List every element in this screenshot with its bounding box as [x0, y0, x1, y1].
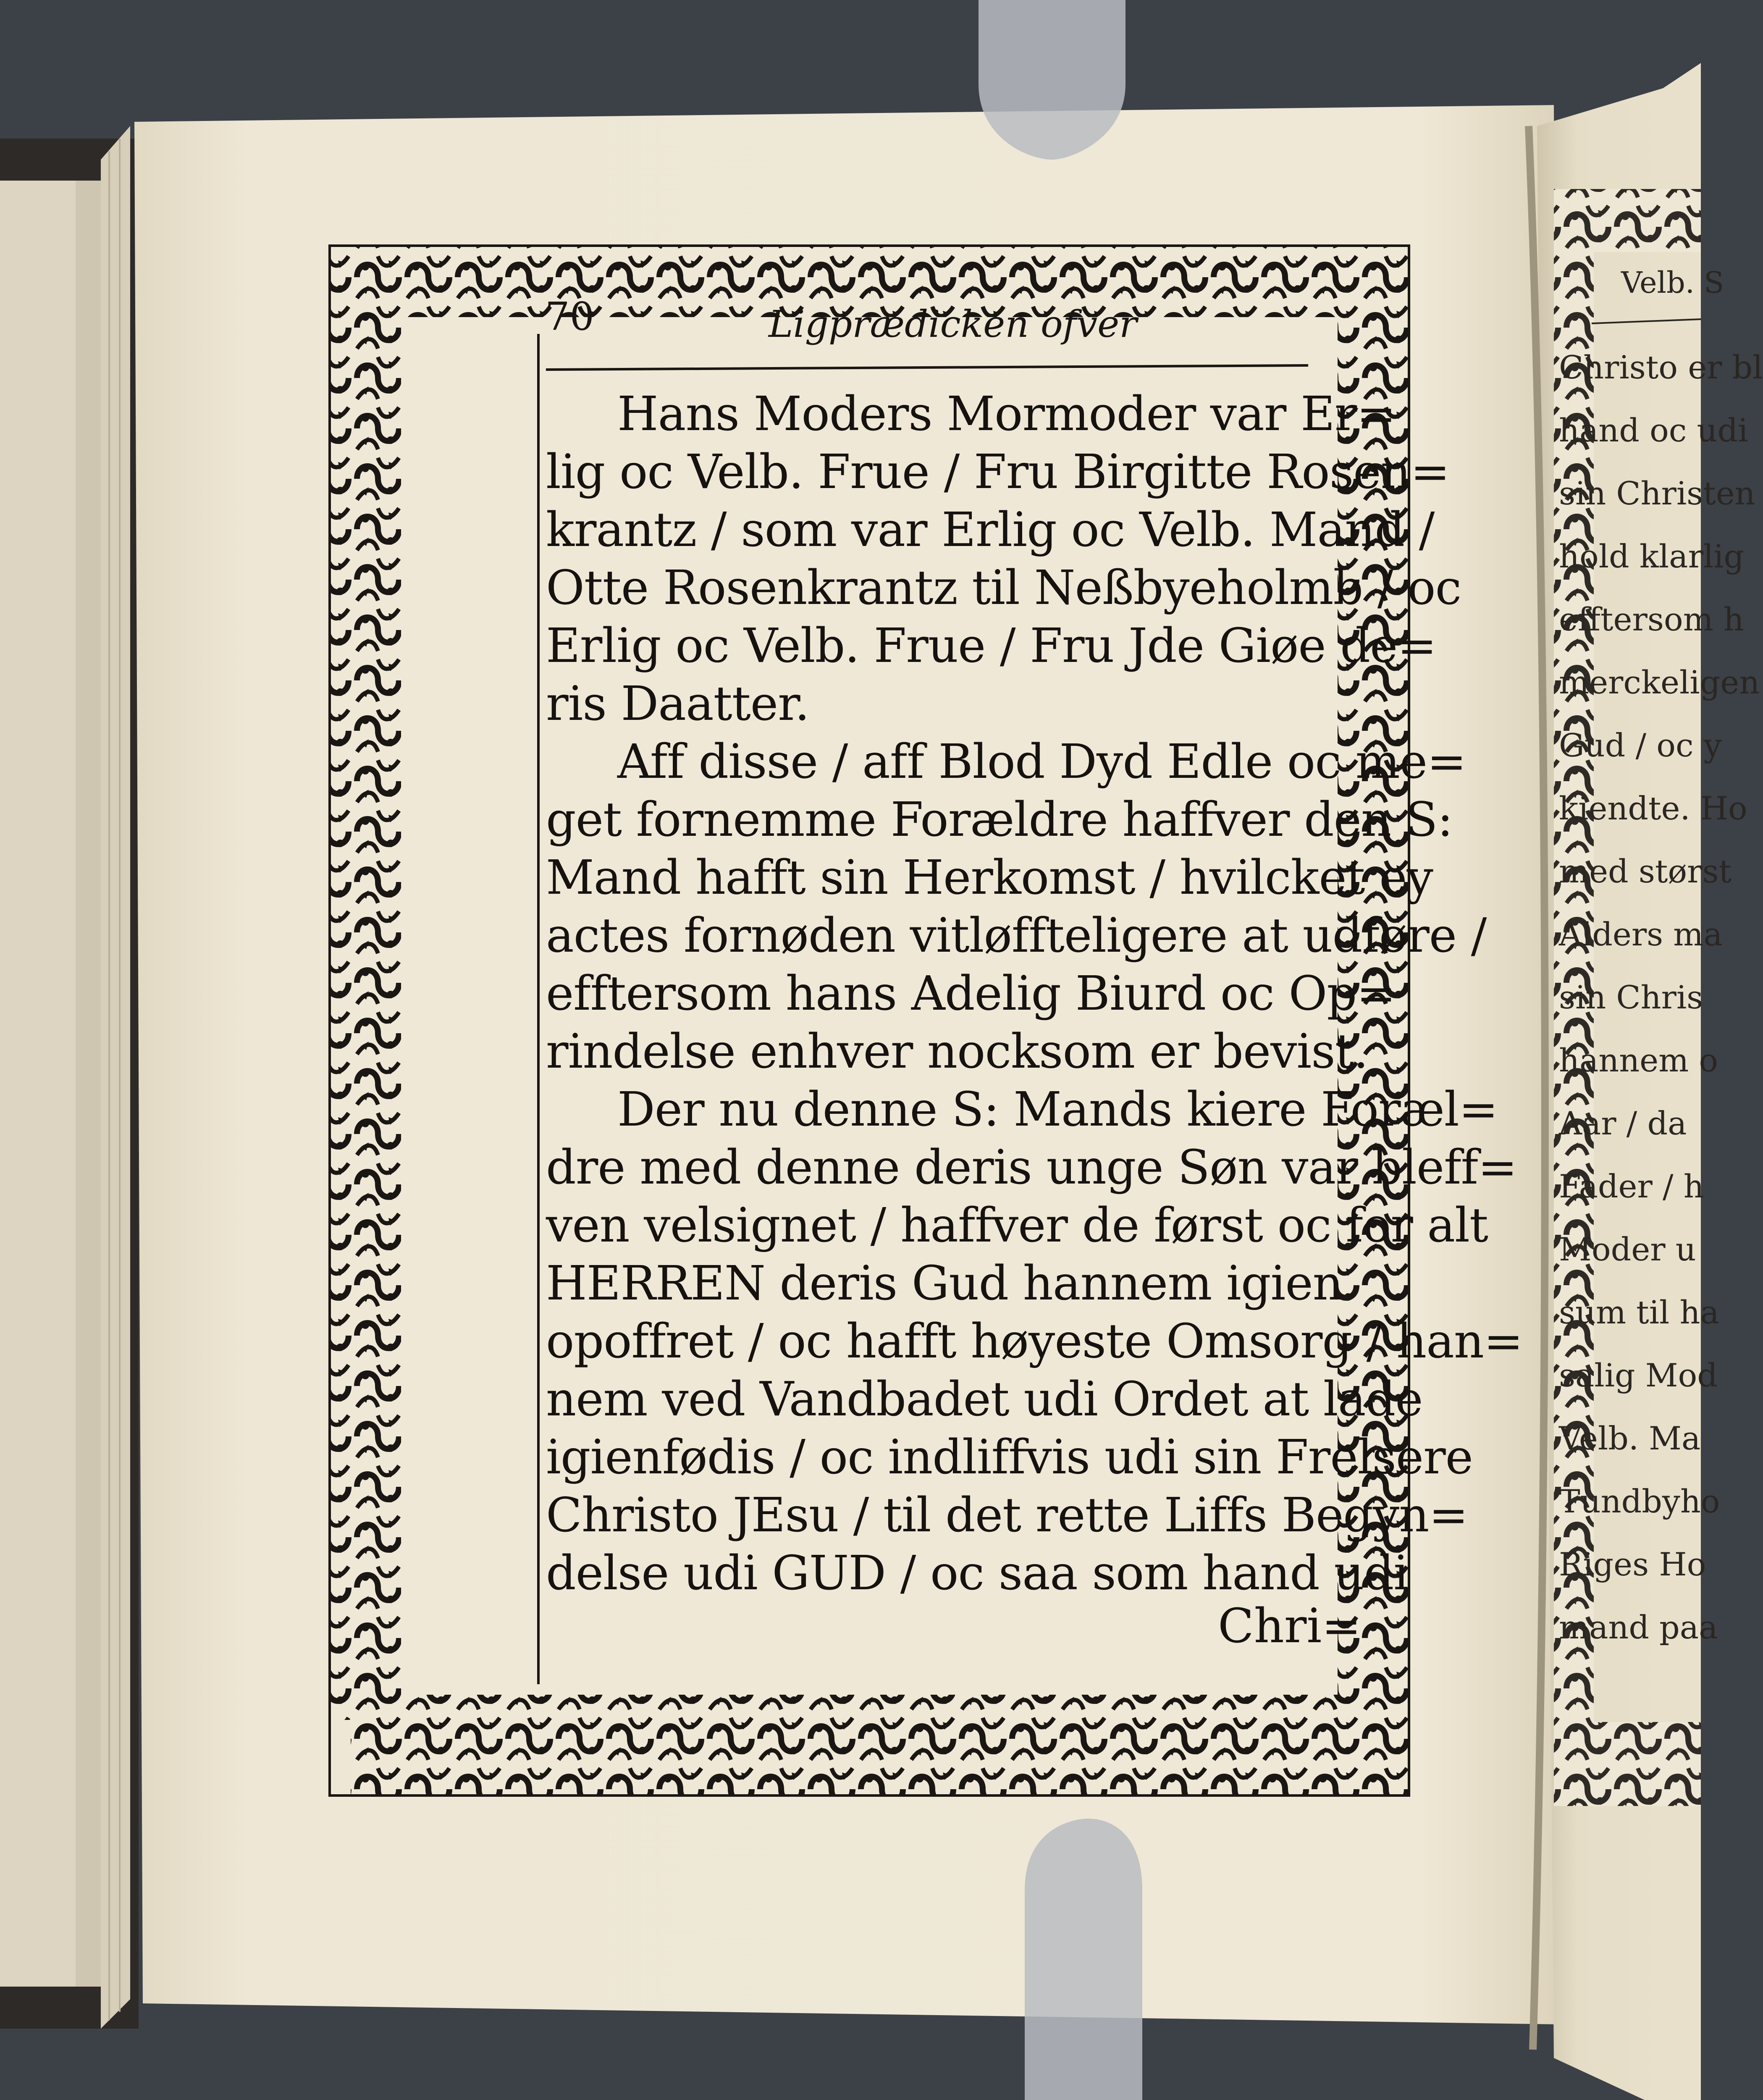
text-line: igienfødis / oc indliffvis udi sin Frelsere: [546, 1430, 1473, 1485]
text-line: ris Daatter.: [546, 677, 809, 731]
facing-text-line: hand oc udi: [1559, 412, 1748, 449]
facing-text-line: kiendte. Ho: [1559, 790, 1747, 827]
page-edges: [101, 126, 130, 2029]
facing-text-line: hannem o: [1559, 1042, 1718, 1079]
text-line: delse udi GUD / oc saa som hand udi: [546, 1546, 1409, 1601]
running-head: Ligprædicken ofver: [769, 302, 1137, 346]
text-line: get fornemme Forældre haffver den S:: [546, 793, 1453, 847]
facing-text-line: salig Mod: [1559, 1357, 1718, 1394]
facing-text-line: Fader / h: [1559, 1168, 1704, 1205]
text-line: nem ved Vandbadet udi Ordet at lade: [546, 1372, 1423, 1427]
facing-text-line: hold klarlig: [1559, 538, 1745, 575]
text-line: dre med denne deris unge Søn var bleff=: [546, 1140, 1517, 1195]
text-line: Otte Rosenkrantz til Neßbyeholmb / oc: [546, 561, 1461, 615]
facing-text-line: Christo er bl: [1559, 349, 1763, 386]
text-line: Der nu denne S: Mands kiere Foræl=: [617, 1082, 1498, 1137]
facing-text-line: Gud / oc y: [1559, 727, 1722, 764]
text-line: Aff disse / aff Blod Dyd Edle oc me=: [617, 735, 1466, 789]
text-line: lig oc Velb. Frue / Fru Birgitte Rosen=: [546, 445, 1450, 499]
facing-text-line: efftersom h: [1559, 601, 1744, 638]
facing-text-line: Riges Ho: [1559, 1546, 1706, 1583]
facing-text-line: med størst: [1559, 853, 1732, 890]
top-clip: [979, 0, 1125, 160]
text-line: rindelse enhver nocksom er bevist.: [546, 1024, 1368, 1079]
text-line: efftersom hans Adelig Biurd oc Op=: [546, 966, 1396, 1021]
facing-text-line: Alders ma: [1559, 916, 1723, 953]
facing-text-line: merckeligen: [1559, 664, 1760, 701]
text-line: Hans Moders Mormoder var Er=: [617, 387, 1396, 441]
facing-text-line: Moder u: [1559, 1231, 1696, 1268]
text-line: actes fornøden vitløffteligere at udføre /: [546, 908, 1487, 963]
text-line: opoffret / oc hafft høyeste Omsorg / han=: [546, 1314, 1523, 1369]
facing-text-line: mand paa: [1559, 1609, 1718, 1646]
facing-running-head: Velb. S: [1621, 265, 1724, 300]
bottom-clip: [1025, 1819, 1142, 2100]
facing-text-line: sin Christen: [1559, 475, 1755, 512]
text-line: HERREN deris Gud hannem igien: [546, 1256, 1343, 1311]
text-line: Mand hafft sin Herkomst / hvilcket ey: [546, 850, 1433, 905]
facing-text-line: Velb. Ma: [1559, 1420, 1701, 1457]
text-line: ven velsignet / haffver de først oc for alt: [546, 1198, 1488, 1253]
facing-text-line: Tundbyho: [1559, 1483, 1720, 1520]
facing-text-line: sin Chris: [1559, 979, 1703, 1016]
catchword: Chri=: [1218, 1599, 1362, 1654]
facing-text-line: Aar / da: [1559, 1105, 1687, 1142]
facing-text-line: sum til ha: [1559, 1294, 1719, 1331]
text-line: Christo JEsu / til det rette Liffs Begyn=: [546, 1488, 1468, 1543]
page-number: 70: [545, 294, 595, 339]
text-line: Erlig oc Velb. Frue / Fru Jde Giøe de=: [546, 619, 1437, 673]
text-line: krantz / som var Erlig oc Velb. Mand /: [546, 503, 1435, 557]
